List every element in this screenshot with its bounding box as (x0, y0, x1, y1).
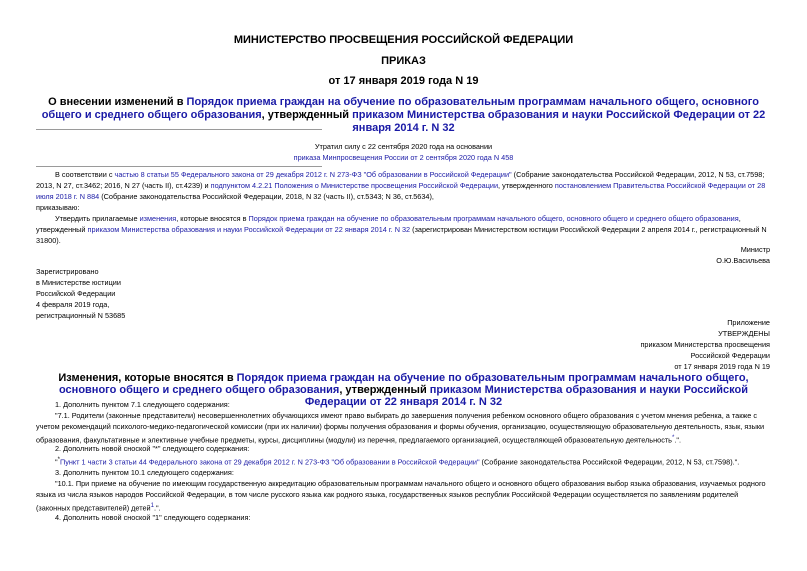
item-1: 1. Дополнить пунктом 7.1 следующего содержания: (55, 400, 230, 409)
changes-order-2014-link[interactable]: приказом Министерства образования и науки Российской Федерации от 22 января 2014 г. N 32 (304, 384, 748, 408)
changes-procedure-link[interactable]: Порядок приема граждан на обучение по образовательным программам начального общего, основного общего и среднего общего образования (58, 372, 749, 396)
signature-name: О.Ю.Васильева (716, 256, 770, 265)
appendix-block: Приложение УТВЕРЖДЕНЫ приказом Министерства просвещения Российской Федерации от 17 января 2019 года N 19 (640, 318, 770, 371)
law-link[interactable]: частью 8 статьи 55 Федерального закона от 29 декабря 2012 г. N 273-ФЗ "Об образовании в Российской Федерации" (114, 170, 512, 179)
status-link[interactable]: приказа Минпросвещения России от 2 сентября 2020 года N 458 (293, 153, 514, 162)
divider (36, 166, 322, 167)
title-order-2014-link[interactable]: приказом Министерства образования и науки Российской Федерации от 22 января 2014 г. N 32 (352, 109, 766, 134)
registration-block: Зарегистрировано в Министерстве юстиции Российской Федерации 4 февраля 2019 года, регистрационный N 53685 (36, 267, 126, 320)
status-line: Утратил силу с 22 сентября 2020 года на основании (314, 142, 493, 151)
footnote-mark[interactable]: 1 (150, 502, 155, 509)
changes-link[interactable]: изменения (139, 214, 177, 223)
item-1-text: "7.1. Родители (законные представители) несовершеннолетних обучающихся имеют право выбирать до завершения получения ребенком основного общего образования с учетом мнения ребенка, а также с учетом рекомендаций психолого-медико-педагогической комиссии (при их наличии) формы получения образования и формы обучения, организацию, осуществляющую образовательную деятельность, язык, языки образования, факультативные и элективные учебные предметы, курсы, дисциплины (модули) из перечня, предлагаемого организацией, осуществляющей образовательную деятельность*.". (36, 411, 765, 445)
preamble-paragraph: В соответствии с частью 8 статьи 55 Федерального закона от 29 декабря 2012 г. N 273-ФЗ "Об образовании в Российской Федерации" (Собрание законодательства Российской Федерации, 2012, N 53, ст.7598; 2013, N 27, ст.3462; 2016, N 27 (часть II), ст.4239) и подпунктом 4.2.21 Положения о Министерстве просвещения Российской Федерации, утвержденного постановлением Правительства Российской Федерации от 28 июля 2018 г. N 884 (Собрание законодательства Российской Федерации, 2018, N 32 (часть II), ст.5343; N 36, ст.5634), (36, 170, 766, 201)
footnote-mark[interactable]: * (672, 434, 675, 441)
regulation-link[interactable]: подпунктом 4.2.21 Положения о Министерстве просвещения Российской Федерации (210, 181, 499, 190)
item-3: 3. Дополнить пунктом 10.1 следующего содержания: (55, 468, 234, 477)
item-2: 2. Дополнить новой сноской "*" следующего содержания: (55, 444, 250, 453)
order-word: приказываю: (36, 203, 80, 212)
item-3-text: "10.1. При приеме на обучение по имеющим государственную аккредитацию образовательным программам начального общего и основного общего образования выбор языка образования, изучаемых родного языка из числа языков народов Российской Федерации, в том числе русского языка как родного языка, государственных языков республик Российской Федерации осуществляется по заявлениям родителей (законных представителей) детей$^1$.". (36, 479, 766, 513)
order-2014-link[interactable]: приказом Министерства образования и науки Российской Федерации от 22 января 2014 г. N 32 (87, 225, 411, 234)
document-date-number: от 17 января 2019 года N 19 (328, 75, 479, 87)
document-type: ПРИКАЗ (381, 55, 426, 67)
divider (36, 129, 322, 130)
footnote-law-link[interactable]: Пункт 1 части 3 статьи 44 Федерального закона от 29 декабря 2012 г. N 273-ФЗ "Об образовании в Российской Федерации" (59, 457, 480, 467)
title-order-link[interactable]: Порядок приема граждан на обучение по образовательным программам начального общего, основного общего и среднего общего образования (41, 96, 759, 121)
approve-paragraph: Утвердить прилагаемые изменения, которые вносятся в Порядок приема граждан на обучение по образовательным программам начального общего, основного общего и среднего общего образования, утвержденный приказом Министерства образования и науки Российской Федерации от 22 января 2014 г. N 32 (зарегистрирован Министерством юстиции Российской Федерации 2 апреля 2014 г., регистрационный N 31800). (36, 214, 767, 245)
item-2-text: "*Пункт 1 части 3 статьи 44 Федерального закона от 29 декабря 2012 г. N 273-ФЗ "Об образовании в Российской Федерации" (Собрание законодательства Российской Федерации, 2012, N 53, ст.7598).". (55, 456, 740, 467)
ministry-name: МИНИСТЕРСТВО ПРОСВЕЩЕНИЯ РОССИЙСКОЙ ФЕДЕРАЦИИ (233, 34, 574, 46)
procedure-link[interactable]: Порядок приема граждан на обучение по образовательным программам начального общего, основного общего и среднего общего образования (248, 214, 739, 223)
changes-title: Изменения, которые вносятся в Порядок приема граждан на обучение по образовательным программам начального общего, основного общего и среднего общего образования, утвержденный приказом Министерства образования и науки Российской Федерации от 22 января 2014 г. N 32 (58, 372, 749, 408)
document-title: О внесении изменений в Порядок приема граждан на обучение по образовательным программам начального общего, основного общего и среднего общего образования, утвержденный приказом Министерства образования и науки Российской Федерации от 22 января 2014 г. N 32 (41, 96, 766, 134)
item-4: 4. Дополнить новой сноской "1" следующего содержания: (55, 513, 251, 522)
government-decree-link[interactable]: постановлением Правительства Российской Федерации от 28 июля 2018 г. N 884 (36, 181, 766, 201)
signature-position: Министр (740, 245, 770, 254)
